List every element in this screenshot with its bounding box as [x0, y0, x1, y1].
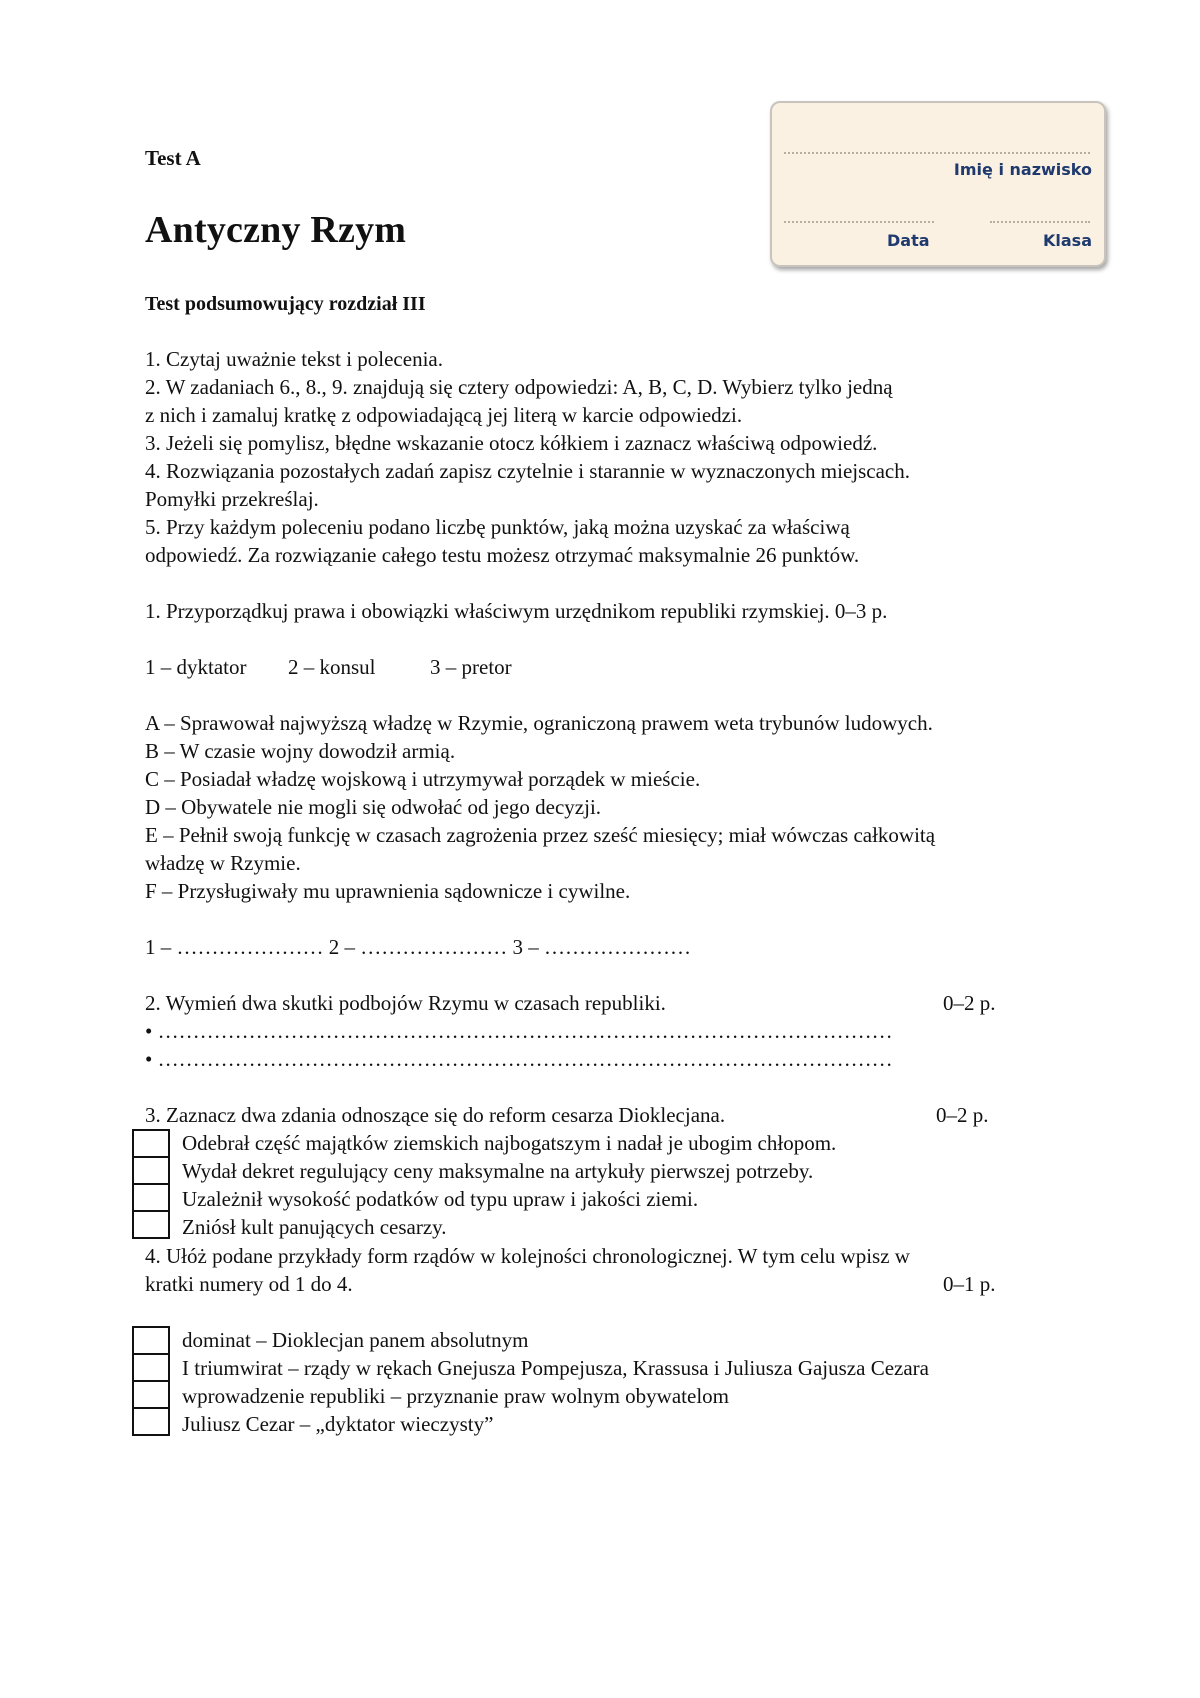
- task3-option: Zniósł kult panujących cesarzy.: [182, 1215, 447, 1239]
- task2-answer-line[interactable]: • ……………………………………………………………………………………………: [145, 1019, 893, 1043]
- task2-answer-line[interactable]: • ……………………………………………………………………………………………: [145, 1047, 893, 1071]
- instruction-line: odpowiedź. Za rozwiązanie całego testu możesz otrzymać maksymalnie 26 punktów.: [145, 543, 860, 567]
- statement-f: F – Przysługiwały mu uprawnienia sądownicze i cywilne.: [145, 879, 631, 903]
- task2-points: 0–2 p.: [943, 991, 996, 1015]
- task4-order-box[interactable]: [132, 1353, 170, 1380]
- task4-option: wprowadzenie republiki – przyznanie praw wolnym obywatelom: [182, 1384, 729, 1408]
- official-dyktator: 1 – dyktator: [145, 655, 247, 679]
- task3-option: Odebrał część majątków ziemskich najbogatszym i nadał je ubogim chłopom.: [182, 1131, 837, 1155]
- task3-checkbox[interactable]: [132, 1210, 170, 1239]
- instruction-line: 3. Jeżeli się pomylisz, błędne wskazanie otocz kółkiem i zaznacz właściwą odpowiedź.: [145, 431, 878, 455]
- class-dotted-line[interactable]: [990, 221, 1090, 223]
- statement-e: E – Pełnił swoją funkcję w czasach zagrożenia przez sześć miesięcy; miał wówczas całkowitą: [145, 823, 936, 847]
- task4-order-box[interactable]: [132, 1380, 170, 1407]
- task3-checkbox[interactable]: [132, 1156, 170, 1183]
- official-pretor: 3 – pretor: [430, 655, 512, 679]
- task4-prompt-cont: kratki numery od 1 do 4.: [145, 1272, 353, 1296]
- task3-checkbox[interactable]: [132, 1129, 170, 1156]
- page-subtitle: Test podsumowujący rozdział III: [145, 293, 426, 315]
- statement-e-cont: władzę w Rzymie.: [145, 851, 301, 875]
- task3-points: 0–2 p.: [936, 1103, 989, 1127]
- task4-order-box[interactable]: [132, 1326, 170, 1353]
- class-label: Klasa: [1043, 231, 1092, 250]
- task3-option: Wydał dekret regulujący ceny maksymalne na artykuły pierwszej potrzeby.: [182, 1159, 814, 1183]
- instruction-line: z nich i zamaluj kratkę z odpowiadającą jej literą w karcie odpowiedzi.: [145, 403, 743, 427]
- name-label: Imię i nazwisko: [953, 160, 1092, 179]
- statement-a: A – Sprawował najwyższą władzę w Rzymie, ograniczoną prawem weta trybunów ludowych.: [145, 711, 933, 735]
- task4-option: I triumwirat – rządy w rękach Gnejusza Pompejusza, Krassusa i Juliusza Gajusza Cezara: [182, 1356, 929, 1380]
- date-dotted-line[interactable]: [784, 221, 934, 223]
- task4-option: Juliusz Cezar – „dyktator wieczysty”: [182, 1412, 494, 1436]
- statement-b: B – W czasie wojny dowodził armią.: [145, 739, 456, 763]
- statement-d: D – Obywatele nie mogli się odwołać od jego decyzji.: [145, 795, 602, 819]
- student-info-box: [770, 101, 1106, 267]
- task4-points: 0–1 p.: [943, 1272, 996, 1296]
- test-label: Test A: [145, 146, 201, 170]
- task3-prompt: 3. Zaznacz dwa zdania odnoszące się do reform cesarza Dioklecjana.: [145, 1103, 726, 1127]
- task4-option: dominat – Dioklecjan panem absolutnym: [182, 1328, 529, 1352]
- instruction-line: 5. Przy każdym poleceniu podano liczbę punktów, jaką można uzyskać za właściwą: [145, 515, 850, 539]
- task1-answer-line[interactable]: 1 – ………………… 2 – ………………… 3 – …………………: [145, 935, 691, 959]
- instruction-line: 1. Czytaj uważnie tekst i polecenia.: [145, 347, 443, 371]
- official-konsul: 2 – konsul: [288, 655, 376, 679]
- instruction-line: Pomyłki przekreślaj.: [145, 487, 319, 511]
- instruction-line: 2. W zadaniach 6., 8., 9. znajdują się cztery odpowiedzi: A, B, C, D. Wybierz tylko jedną: [145, 375, 893, 399]
- task3-option: Uzależnił wysokość podatków od typu upraw i jakości ziemi.: [182, 1187, 699, 1211]
- page-title: Antyczny Rzym: [145, 209, 407, 251]
- task2-prompt: 2. Wymień dwa skutki podbojów Rzymu w czasach republiki.: [145, 991, 666, 1015]
- task4-prompt: 4. Ułóż podane przykłady form rządów w kolejności chronologicznej. W tym celu wpisz w: [145, 1244, 910, 1268]
- statement-c: C – Posiadał władzę wojskową i utrzymywał porządek w mieście.: [145, 767, 701, 791]
- instruction-line: 4. Rozwiązania pozostałych zadań zapisz czytelnie i starannie w wyznaczonych miejscach.: [145, 459, 910, 483]
- task1-prompt: 1. Przyporządkuj prawa i obowiązki właściwym urzędnikom republiki rzymskiej. 0–3 p.: [145, 599, 888, 623]
- task4-order-box[interactable]: [132, 1407, 170, 1436]
- task3-checkbox[interactable]: [132, 1183, 170, 1210]
- name-dotted-line[interactable]: [784, 152, 1090, 154]
- date-label: Data: [887, 231, 930, 250]
